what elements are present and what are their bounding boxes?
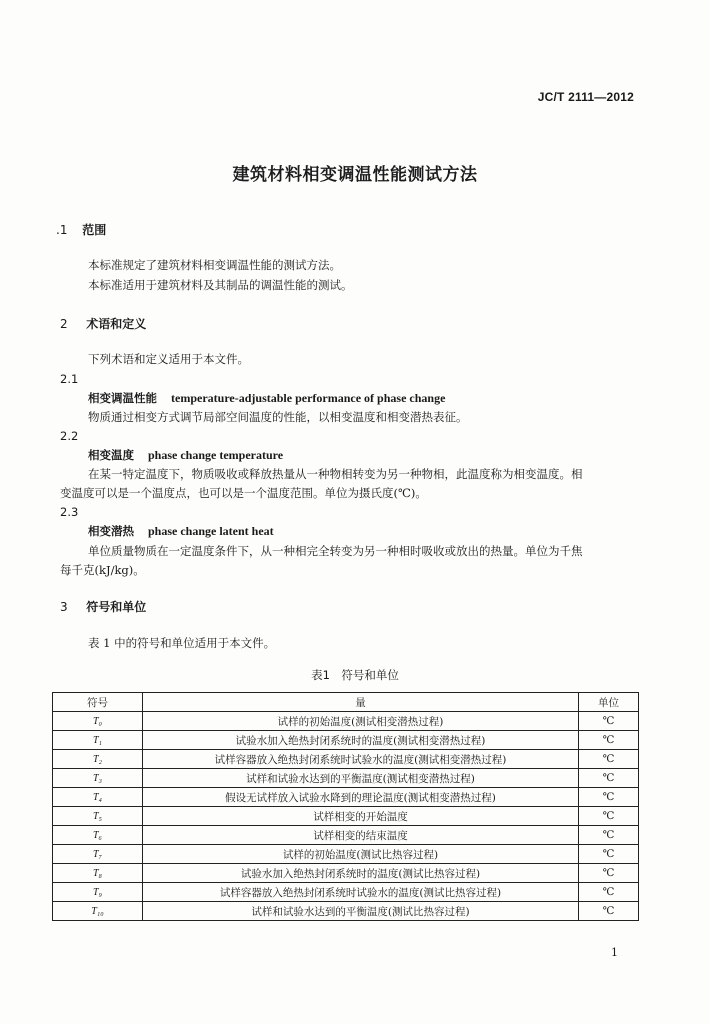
unit-cell: ℃ — [579, 826, 639, 845]
symbol-cell: T₀ — [53, 712, 143, 731]
section-number: .1 — [56, 223, 68, 237]
standard-number: JC/T 2111—2012 — [537, 90, 634, 104]
table-row — [53, 807, 639, 826]
symbol-cell: T₇ — [53, 845, 143, 864]
table-row — [53, 712, 639, 731]
paragraph: 本标准规定了建筑材料相变调温性能的测试方法。 — [88, 258, 341, 272]
quantity-cell: 试样相变的结束温度 — [143, 826, 579, 845]
section-number: 3 — [60, 600, 68, 614]
table-row — [53, 826, 639, 845]
table-row — [53, 864, 639, 883]
term-en: temperature-adjustable performance of phase change — [171, 391, 446, 405]
section-title: 范围 — [82, 223, 107, 237]
quantity-cell: 试验水加入绝热封闭系统时的温度(测试比热容过程) — [143, 864, 579, 883]
quantity-cell: 试样相变的开始温度 — [143, 807, 579, 826]
term-definition: 变温度可以是一个温度点，也可以是一个温度范围。单位为摄氏度(℃)。 — [60, 486, 427, 500]
term-heading — [88, 523, 274, 539]
term-en: phase change latent heat — [148, 524, 274, 538]
document-title: 建筑材料相变调温性能测试方法 — [232, 165, 478, 185]
symbol-cell: T₉ — [53, 883, 143, 902]
unit-cell: ℃ — [579, 769, 639, 788]
symbol-cell: T₁ — [53, 731, 143, 750]
table-row — [53, 788, 639, 807]
quantity-cell: 试样和试验水达到的平衡温度(测试比热容过程) — [143, 902, 579, 921]
unit-cell: ℃ — [579, 750, 639, 769]
quantity-cell: 试验水加入绝热封闭系统时的温度(测试相变潜热过程) — [143, 731, 579, 750]
symbol-cell: T₈ — [53, 864, 143, 883]
quantity-cell: 试样容器放入绝热封闭系统时试验水的温度(测试相变潜热过程) — [143, 750, 579, 769]
clause-number: 2.2 — [60, 429, 79, 443]
header-unit: 单位 — [579, 693, 639, 712]
table-caption: 表1 符号和单位 — [311, 668, 399, 682]
unit-cell: ℃ — [579, 864, 639, 883]
unit-cell: ℃ — [579, 807, 639, 826]
table-row — [53, 731, 639, 750]
table-row — [53, 883, 639, 902]
quantity-cell: 假设无试样放入试验水降到的理论温度(测试相变潜热过程) — [143, 788, 579, 807]
quantity-cell: 试样和试验水达到的平衡温度(测试相变潜热过程) — [143, 769, 579, 788]
section-3-heading — [60, 598, 146, 615]
term-definition: 在某一特定温度下，物质吸收或释放热量从一种物相转变为另一种物相，此温度称为相变温度。相 — [88, 467, 583, 481]
clause-number: 2.3 — [60, 505, 79, 519]
header-symbol: 符号 — [53, 693, 143, 712]
symbol-cell: T₅ — [53, 807, 143, 826]
unit-cell: ℃ — [579, 883, 639, 902]
term-heading — [88, 447, 283, 463]
symbol-cell: T₁₀ — [53, 902, 143, 921]
unit-cell: ℃ — [579, 845, 639, 864]
unit-cell: ℃ — [579, 788, 639, 807]
section-2-heading — [60, 315, 146, 332]
quantity-cell: 试样的初始温度(测试比热容过程) — [143, 845, 579, 864]
table-header-row — [53, 693, 639, 712]
term-en: phase change temperature — [148, 448, 284, 462]
symbol-cell: T₂ — [53, 750, 143, 769]
term-cn: 相变调温性能 — [88, 391, 157, 405]
table-row — [53, 750, 639, 769]
quantity-cell: 试样容器放入绝热封闭系统时试验水的温度(测试比热容过程) — [143, 883, 579, 902]
unit-cell: ℃ — [579, 712, 639, 731]
section-number: 2 — [60, 317, 68, 331]
term-cn: 相变潜热 — [88, 524, 134, 538]
term-heading — [88, 390, 445, 406]
table-row — [53, 845, 639, 864]
clause-number: 2.1 — [60, 372, 79, 386]
term-definition: 每千克(kJ/kg)。 — [60, 563, 145, 577]
term-definition: 单位质量物质在一定温度条件下，从一种相完全转变为另一种相时吸收或放出的热量。单位为千焦 — [88, 544, 583, 558]
table-row — [53, 769, 639, 788]
page-number: 1 — [611, 946, 618, 959]
paragraph: 表 1 中的符号和单位适用于本文件。 — [88, 636, 276, 650]
symbols-table — [52, 692, 639, 921]
paragraph: 下列术语和定义适用于本文件。 — [88, 352, 249, 366]
symbol-cell: T₆ — [53, 826, 143, 845]
term-cn: 相变温度 — [88, 448, 134, 462]
symbol-cell: T₄ — [53, 788, 143, 807]
unit-cell: ℃ — [579, 731, 639, 750]
section-1-heading — [56, 221, 106, 238]
unit-cell: ℃ — [579, 902, 639, 921]
term-definition: 物质通过相变方式调节局部空间温度的性能，以相变温度和相变潜热表征。 — [88, 410, 468, 424]
paragraph: 本标准适用于建筑材料及其制品的调温性能的测试。 — [88, 278, 353, 292]
header-quantity: 量 — [143, 693, 579, 712]
quantity-cell: 试样的初始温度(测试相变潜热过程) — [143, 712, 579, 731]
section-title: 术语和定义 — [86, 317, 147, 331]
section-title: 符号和单位 — [86, 600, 147, 614]
symbol-cell: T₃ — [53, 769, 143, 788]
table-row — [53, 902, 639, 921]
